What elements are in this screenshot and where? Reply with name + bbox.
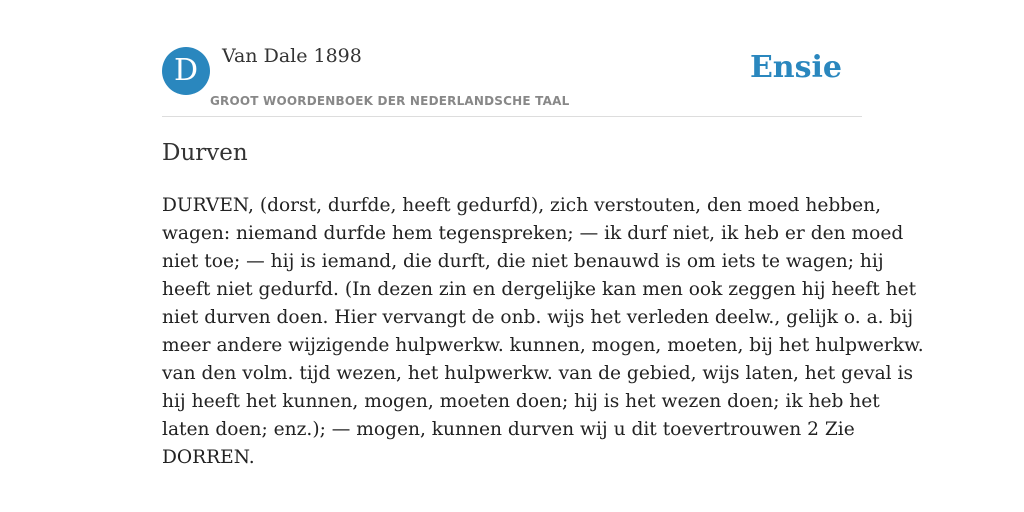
page (162, 0, 924, 512)
brand-logo[interactable]: Ensie (749, 50, 842, 85)
definition-line: DORREN. (162, 447, 255, 468)
definition-line: heeft niet gedurfd. (In dezen zin en dergelijke kan men ook zeggen hij heeft het (162, 279, 917, 300)
source-logo[interactable]: D (162, 47, 210, 95)
header (162, 0, 862, 117)
definition-line: meer andere wijzigende hulpwerkw. kunnen, mogen, moeten, bij het hulpwerkw. (162, 335, 924, 356)
source-title[interactable]: Van Dale 1898 (222, 45, 362, 67)
entry-definition (162, 192, 924, 472)
definition-line: niet toe; — hij is iemand, die durft, die niet benauwd is om iets te wagen; hij (162, 251, 884, 272)
definition-line: DURVEN, (dorst, durfde, heeft gedurfd), zich verstouten, den moed hebben, (162, 195, 882, 216)
definition-line: niet durven doen. Hier vervangt de onb. wijs het verleden deelw., gelijk o. a. bij (162, 307, 914, 328)
definition-line: laten doen; enz.); — mogen, kunnen durven wij u dit toevertrouwen 2 Zie (162, 419, 855, 440)
entry-title: Durven (162, 140, 248, 166)
source-subtitle: GROOT WOORDENBOEK DER NEDERLANDSCHE TAAL (210, 94, 570, 108)
definition-line: van den volm. tijd wezen, het hulpwerkw. van de gebied, wijs laten, het geval is (162, 363, 914, 384)
definition-line: wagen: niemand durfde hem tegenspreken; — ik durf niet, ik heb er den moed (162, 223, 904, 244)
definition-line: hij heeft het kunnen, mogen, moeten doen; hij is het wezen doen; ik heb het (162, 391, 880, 412)
